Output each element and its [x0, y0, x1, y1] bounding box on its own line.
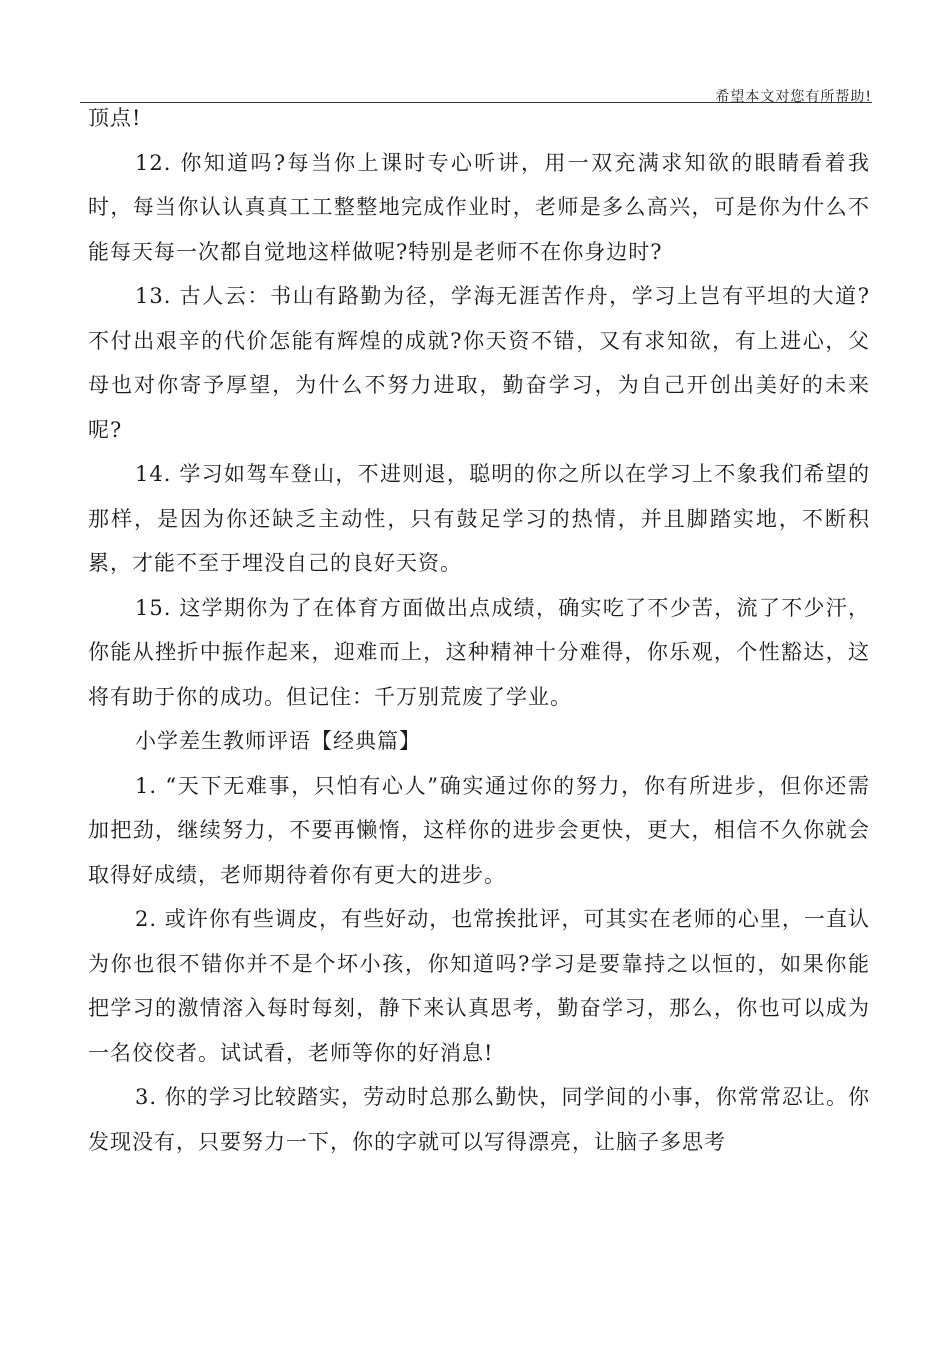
paragraph-item-15: 15. 这学期你为了在体育方面做出点成绩，确实吃了不少苦，流了不少汗，你能从挫折中振作起来，迎难而上，这种精神十分难得，你乐观，个性豁达，这将有助于你的成功。但记住：千万别荒废了学业。	[88, 595, 870, 709]
paragraph-item-13: 13. 古人云：书山有路勤为径，学海无涯苦作舟，学习上岂有平坦的大道?不付出艰辛的代价怎能有辉煌的成就?你天资不错，又有求知欲，有上进心，父母也对你寄予厚望，为什么不努力进取，勤奋学习，为自己开创出美好的未来呢?	[88, 284, 870, 442]
paragraph-item-12: 12. 你知道吗?每当你上课时专心听讲，用一双充满求知欲的眼睛看着我时，每当你认认真真工工整整地完成作业时，老师是多么高兴，可是你为什么不能每天每一次都自觉地这样做呢?特别是老师不在你身边时?	[88, 150, 870, 264]
paragraph-item-1: 1. “天下无难事，只怕有心人”确实通过你的努力，你有所进步，但你还需加把劲，继续努力，不要再懒惰，这样你的进步会更快，更大，相信不久你就会取得好成绩，老师期待着你有更大的进步。	[88, 773, 870, 887]
paragraph-item-2: 2. 或许你有些调皮，有些好动，也常挨批评，可其实在老师的心里，一直认为你也很不错你并不是个坏小孩，你知道吗?学习是要靠持之以恒的，如果你能把学习的激情溶入每时每刻，静下来认真思考，勤奋学习，那么，你也可以成为一名佼佼者。试试看，老师等你的好消息!	[88, 907, 870, 1065]
section-heading: 小学差生教师评语【经典篇】	[135, 729, 421, 753]
document-body	[88, 96, 870, 1164]
paragraph-item-14: 14. 学习如驾车登山，不进则退，聪明的你之所以在学习上不象我们希望的那样，是因为你还缺乏主动性，只有鼓足学习的热情，并且脚踏实地，不断积累，才能不至于埋没自己的良好天资。	[88, 462, 870, 575]
paragraph-item-3: 3. 你的学习比较踏实，劳动时总那么勤快，同学间的小事，你常常忍让。你发现没有，只要努力一下，你的字就可以写得漂亮，让脑子多思考	[88, 1085, 870, 1154]
paragraph-continuation: 顶点!	[88, 106, 142, 130]
header-note: 希望本文对您有所帮助!	[715, 89, 872, 105]
